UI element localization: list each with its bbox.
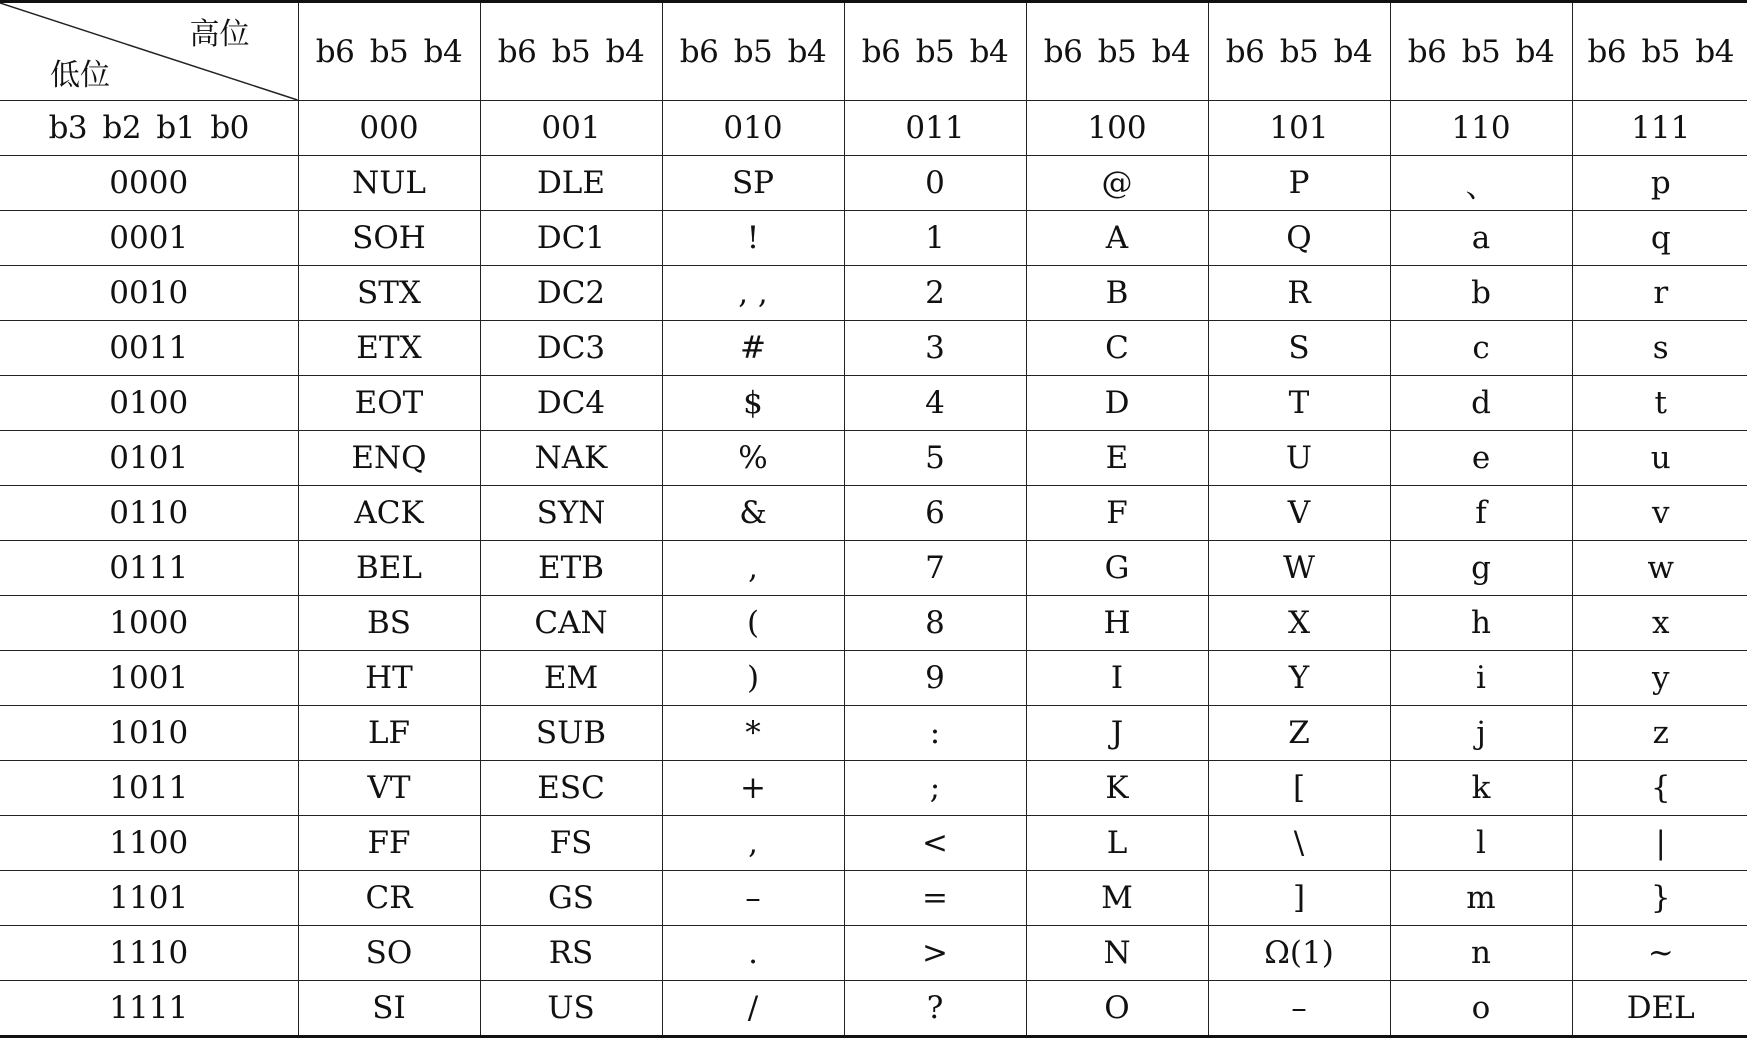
character-cell: SYN	[480, 486, 662, 541]
character-cell: R	[1208, 266, 1390, 321]
character-cell: $	[662, 376, 844, 431]
character-cell: BS	[298, 596, 480, 651]
character-cell: [	[1208, 761, 1390, 816]
character-cell: !	[662, 211, 844, 266]
character-cell: SUB	[480, 706, 662, 761]
table-row	[0, 541, 1747, 596]
table-row	[0, 926, 1747, 981]
character-cell: W	[1208, 541, 1390, 596]
character-cell: D	[1026, 376, 1208, 431]
character-cell: E	[1026, 431, 1208, 486]
low-code-cell: 0001	[0, 211, 298, 266]
character-cell: 7	[844, 541, 1026, 596]
character-cell: P	[1208, 156, 1390, 211]
character-cell: 4	[844, 376, 1026, 431]
character-cell: US	[480, 981, 662, 1037]
low-code-cell: 0101	[0, 431, 298, 486]
character-cell: J	[1026, 706, 1208, 761]
character-cell: 0	[844, 156, 1026, 211]
character-cell: X	[1208, 596, 1390, 651]
character-cell: SP	[662, 156, 844, 211]
character-cell: {	[1572, 761, 1747, 816]
low-code-cell: 0000	[0, 156, 298, 211]
low-code-cell: 1101	[0, 871, 298, 926]
low-code-cell: 1001	[0, 651, 298, 706]
high-code-cell: 110	[1390, 101, 1572, 156]
table-row	[0, 156, 1747, 211]
character-cell: HT	[298, 651, 480, 706]
character-cell: EM	[480, 651, 662, 706]
character-cell: /	[662, 981, 844, 1037]
character-cell: 6	[844, 486, 1026, 541]
character-cell: BEL	[298, 541, 480, 596]
character-cell: Ω(1)	[1208, 926, 1390, 981]
character-cell: ?	[844, 981, 1026, 1037]
character-cell: ,	[662, 541, 844, 596]
low-code-cell: 0111	[0, 541, 298, 596]
character-cell: VT	[298, 761, 480, 816]
low-code-cell: 1100	[0, 816, 298, 871]
character-cell: l	[1390, 816, 1572, 871]
high-code-cell: 000	[298, 101, 480, 156]
character-cell: @	[1026, 156, 1208, 211]
table-row	[0, 651, 1747, 706]
column-bits-label: b6 b5 b4	[1390, 2, 1572, 101]
character-cell: p	[1572, 156, 1747, 211]
low-code-cell: 1011	[0, 761, 298, 816]
character-cell: O	[1026, 981, 1208, 1037]
character-cell: DEL	[1572, 981, 1747, 1037]
character-cell: s	[1572, 321, 1747, 376]
high-code-cell: 010	[662, 101, 844, 156]
character-cell: .	[662, 926, 844, 981]
character-cell: FS	[480, 816, 662, 871]
low-code-cell: 1010	[0, 706, 298, 761]
character-cell: , ,	[662, 266, 844, 321]
character-cell: 9	[844, 651, 1026, 706]
column-bits-label: b6 b5 b4	[1572, 2, 1747, 101]
table-row	[0, 321, 1747, 376]
character-cell: ETX	[298, 321, 480, 376]
character-cell: }	[1572, 871, 1747, 926]
character-cell: SOH	[298, 211, 480, 266]
character-cell: RS	[480, 926, 662, 981]
high-code-row	[0, 101, 1747, 156]
character-cell: Y	[1208, 651, 1390, 706]
character-cell: b	[1390, 266, 1572, 321]
character-cell: q	[1572, 211, 1747, 266]
character-cell: w	[1572, 541, 1747, 596]
table-row	[0, 981, 1747, 1037]
character-cell: EOT	[298, 376, 480, 431]
character-cell: B	[1026, 266, 1208, 321]
table-row	[0, 431, 1747, 486]
high-code-cell: 011	[844, 101, 1026, 156]
table-row	[0, 706, 1747, 761]
character-cell: DC1	[480, 211, 662, 266]
character-cell: m	[1390, 871, 1572, 926]
character-cell: DC3	[480, 321, 662, 376]
header-row	[0, 2, 1747, 101]
low-code-cell: 0100	[0, 376, 298, 431]
character-cell: LF	[298, 706, 480, 761]
character-cell: 8	[844, 596, 1026, 651]
character-cell: v	[1572, 486, 1747, 541]
character-cell: :	[844, 706, 1026, 761]
character-cell: G	[1026, 541, 1208, 596]
character-cell: U	[1208, 431, 1390, 486]
character-cell: x	[1572, 596, 1747, 651]
character-cell: Q	[1208, 211, 1390, 266]
character-cell: i	[1390, 651, 1572, 706]
character-cell: DC4	[480, 376, 662, 431]
low-code-cell: 1110	[0, 926, 298, 981]
character-cell: u	[1572, 431, 1747, 486]
character-cell: DLE	[480, 156, 662, 211]
column-bits-label: b6 b5 b4	[480, 2, 662, 101]
character-cell: <	[844, 816, 1026, 871]
low-code-cell: 1000	[0, 596, 298, 651]
low-code-cell: 0010	[0, 266, 298, 321]
character-cell: ~	[1572, 926, 1747, 981]
character-cell: NAK	[480, 431, 662, 486]
character-cell: DC2	[480, 266, 662, 321]
character-cell: I	[1026, 651, 1208, 706]
character-cell: S	[1208, 321, 1390, 376]
character-cell: y	[1572, 651, 1747, 706]
character-cell: T	[1208, 376, 1390, 431]
character-cell: ;	[844, 761, 1026, 816]
character-cell: Z	[1208, 706, 1390, 761]
character-cell: –	[1208, 981, 1390, 1037]
column-bits-label: b6 b5 b4	[662, 2, 844, 101]
character-cell: \	[1208, 816, 1390, 871]
low-bits-caption: 低位	[50, 58, 110, 93]
character-cell: SO	[298, 926, 480, 981]
character-cell: 5	[844, 431, 1026, 486]
high-code-cell: 111	[1572, 101, 1747, 156]
character-cell: K	[1026, 761, 1208, 816]
character-cell: FF	[298, 816, 480, 871]
table-row	[0, 376, 1747, 431]
column-bits-label: b6 b5 b4	[298, 2, 480, 101]
character-cell: A	[1026, 211, 1208, 266]
character-cell: =	[844, 871, 1026, 926]
character-cell: 、	[1390, 156, 1572, 211]
character-cell: j	[1390, 706, 1572, 761]
table-row	[0, 761, 1747, 816]
character-cell: o	[1390, 981, 1572, 1037]
character-cell: 1	[844, 211, 1026, 266]
low-code-cell: 0110	[0, 486, 298, 541]
character-cell: f	[1390, 486, 1572, 541]
character-cell: 3	[844, 321, 1026, 376]
character-cell: ENQ	[298, 431, 480, 486]
high-bits-caption: 高位	[189, 17, 250, 52]
character-cell: V	[1208, 486, 1390, 541]
character-cell: GS	[480, 871, 662, 926]
character-cell: C	[1026, 321, 1208, 376]
character-cell: ACK	[298, 486, 480, 541]
character-cell: &	[662, 486, 844, 541]
character-cell: k	[1390, 761, 1572, 816]
table-row	[0, 211, 1747, 266]
character-cell: L	[1026, 816, 1208, 871]
character-cell: c	[1390, 321, 1572, 376]
character-cell: *	[662, 706, 844, 761]
character-cell: z	[1572, 706, 1747, 761]
character-cell: ,	[662, 816, 844, 871]
character-cell: (	[662, 596, 844, 651]
low-code-cell: 0011	[0, 321, 298, 376]
character-cell: CR	[298, 871, 480, 926]
character-cell: H	[1026, 596, 1208, 651]
character-cell: n	[1390, 926, 1572, 981]
character-cell: >	[844, 926, 1026, 981]
character-cell: g	[1390, 541, 1572, 596]
character-cell: NUL	[298, 156, 480, 211]
character-cell: F	[1026, 486, 1208, 541]
high-code-cell: 001	[480, 101, 662, 156]
character-cell: h	[1390, 596, 1572, 651]
character-cell: %	[662, 431, 844, 486]
character-cell: t	[1572, 376, 1747, 431]
column-bits-label: b6 b5 b4	[1026, 2, 1208, 101]
table-row	[0, 871, 1747, 926]
column-bits-label: b6 b5 b4	[844, 2, 1026, 101]
low-code-cell: 1111	[0, 981, 298, 1037]
character-cell: –	[662, 871, 844, 926]
diagonal-divider	[0, 3, 298, 100]
character-cell: SI	[298, 981, 480, 1037]
table-row	[0, 486, 1747, 541]
character-cell: a	[1390, 211, 1572, 266]
character-cell: +	[662, 761, 844, 816]
character-cell: |	[1572, 816, 1747, 871]
low-bits-label: b3 b2 b1 b0	[0, 101, 298, 156]
character-cell: ETB	[480, 541, 662, 596]
table-row	[0, 266, 1747, 321]
high-code-cell: 100	[1026, 101, 1208, 156]
character-cell: e	[1390, 431, 1572, 486]
character-cell: d	[1390, 376, 1572, 431]
column-bits-label: b6 b5 b4	[1208, 2, 1390, 101]
character-cell: CAN	[480, 596, 662, 651]
character-cell: #	[662, 321, 844, 376]
character-cell: N	[1026, 926, 1208, 981]
character-cell: M	[1026, 871, 1208, 926]
table-row	[0, 596, 1747, 651]
character-cell: ]	[1208, 871, 1390, 926]
character-cell: 2	[844, 266, 1026, 321]
character-cell: ESC	[480, 761, 662, 816]
character-cell: STX	[298, 266, 480, 321]
character-cell: r	[1572, 266, 1747, 321]
high-code-cell: 101	[1208, 101, 1390, 156]
table-row	[0, 816, 1747, 871]
corner-cell	[0, 2, 298, 101]
character-cell: )	[662, 651, 844, 706]
